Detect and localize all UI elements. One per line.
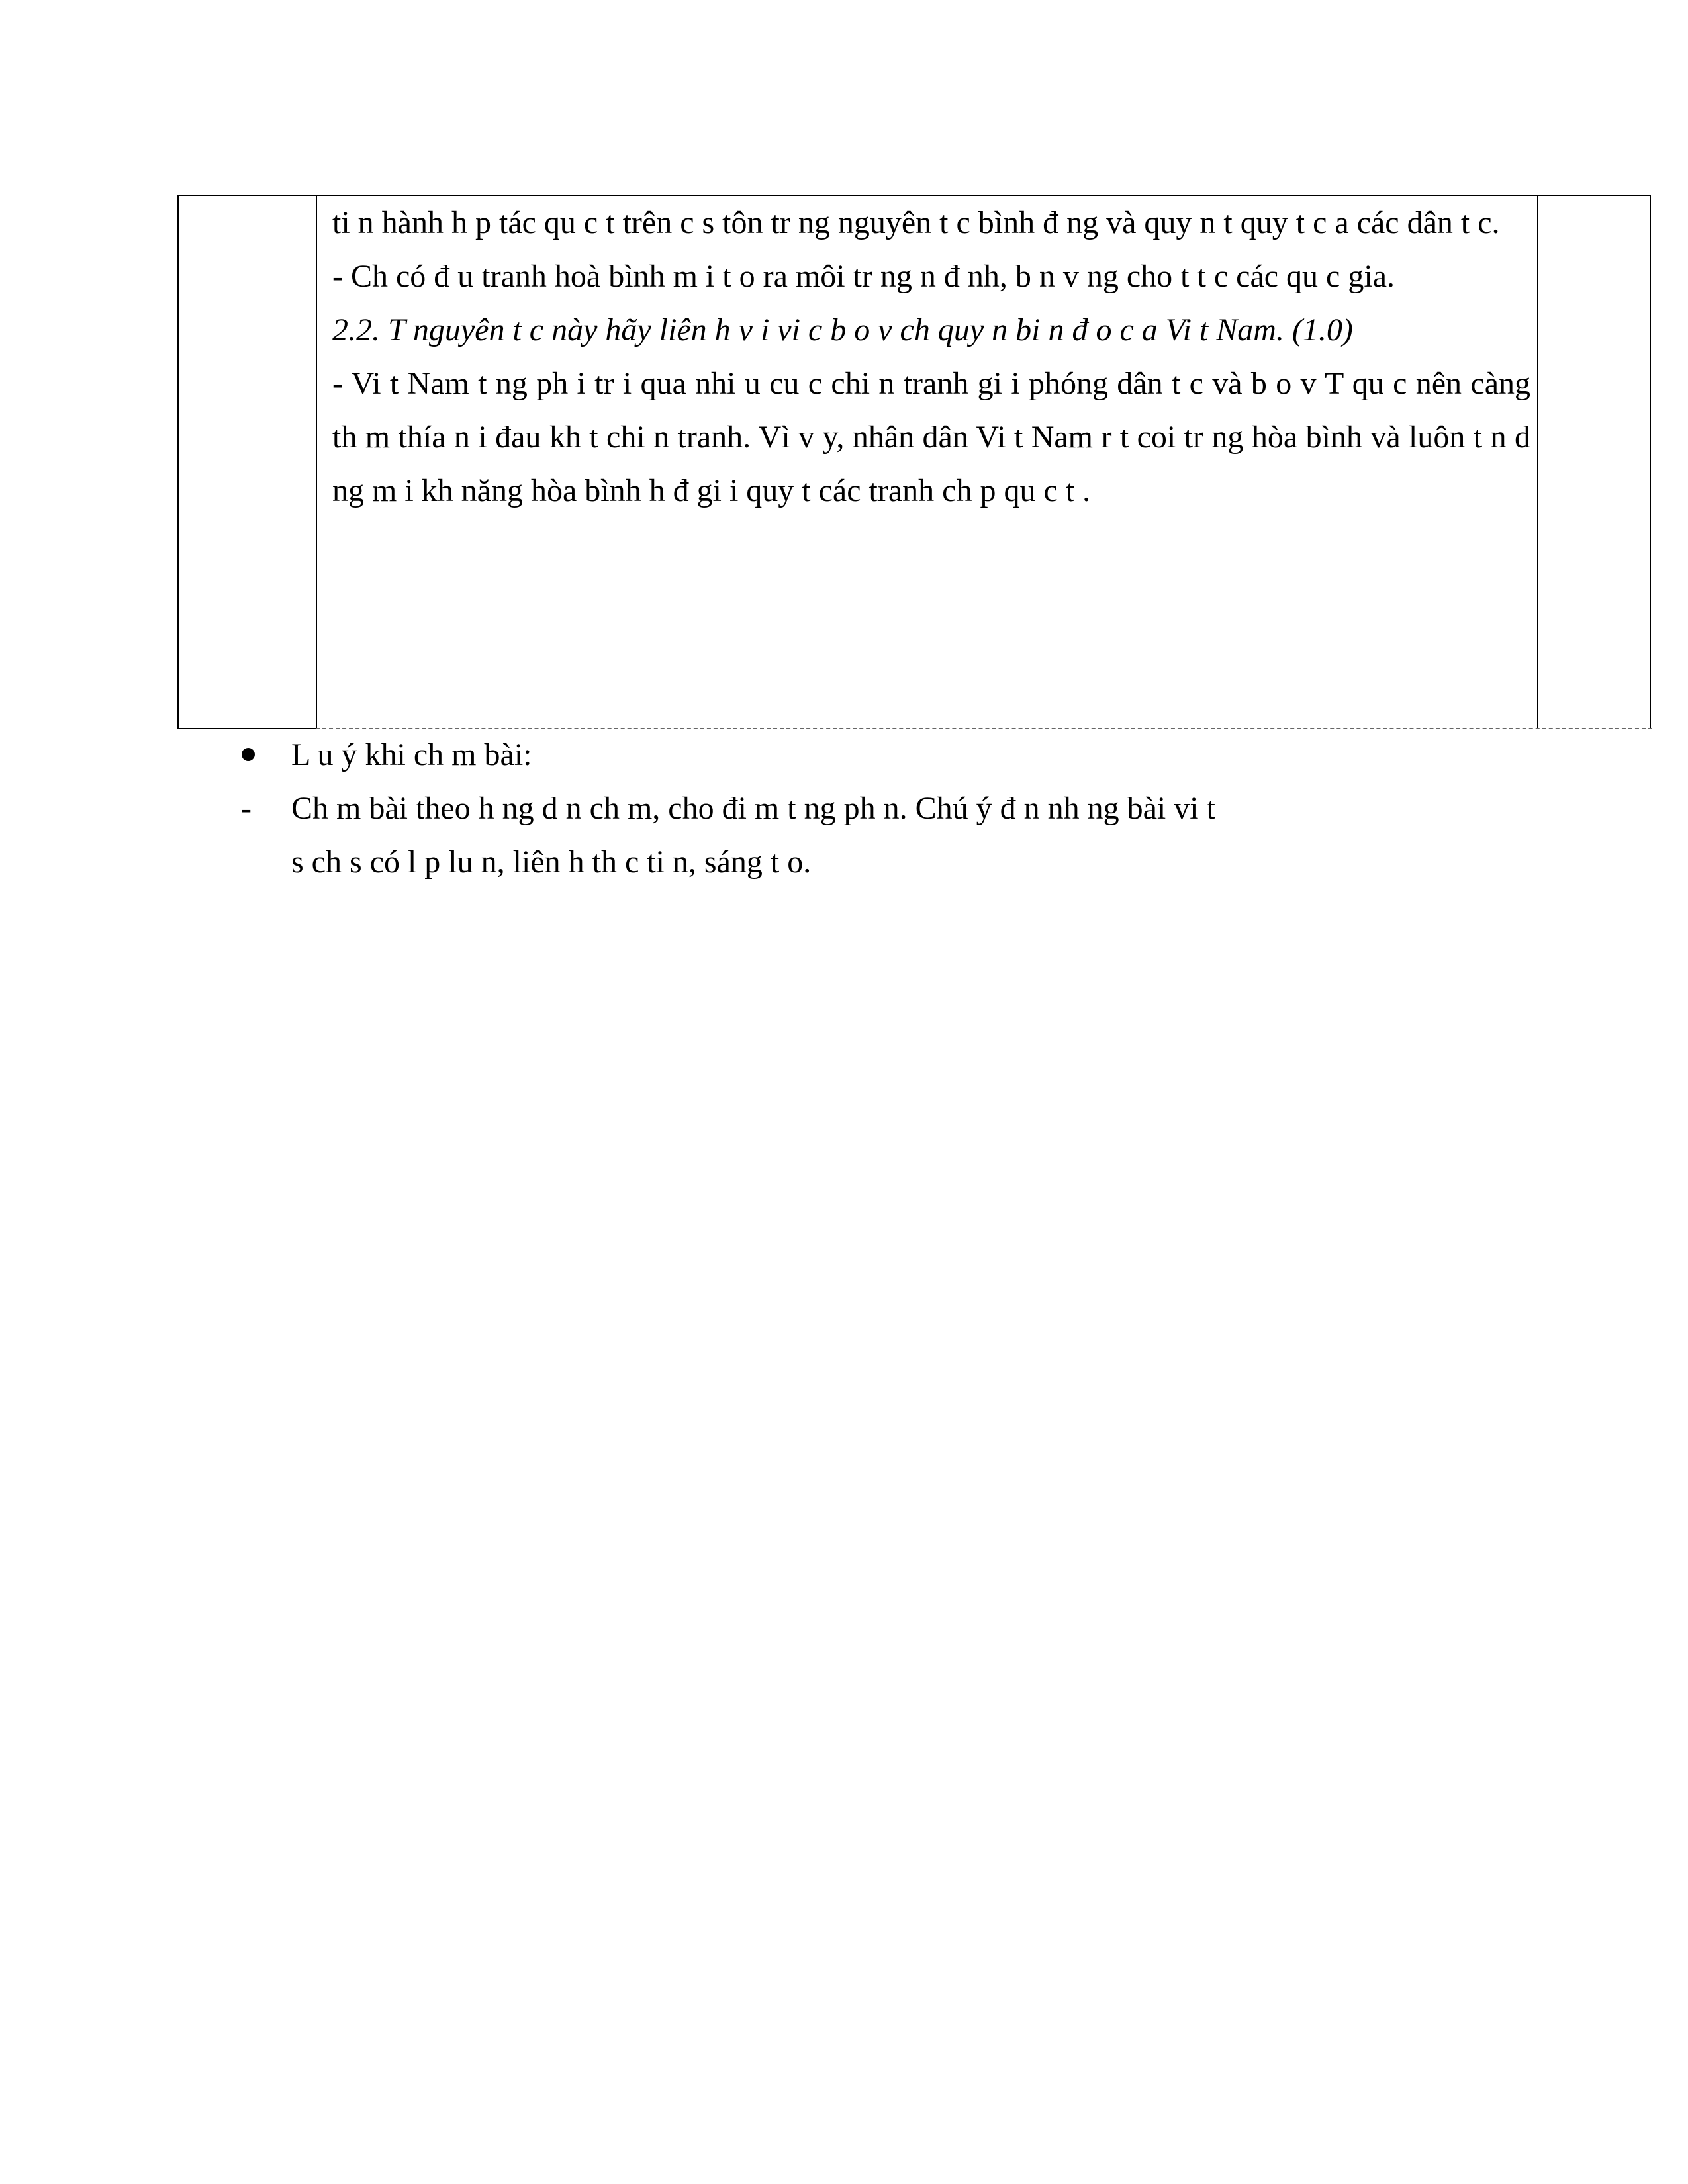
table-column-divider <box>316 196 317 729</box>
question-subheading: 2.2. T nguyên t c này hãy liên h v i vi c b o v ch quy n bi n đ o c a Vi t Nam. (1.0) <box>332 312 1353 347</box>
notes-item-text: s ch s có l p lu n, liên h th c ti n, sáng t o. <box>291 844 812 880</box>
notes-heading: L u ý khi ch m bài: <box>291 737 532 772</box>
table-column-divider <box>1537 196 1538 729</box>
bullet-icon <box>242 748 255 761</box>
answer-cell <box>332 196 1530 518</box>
answer-paragraph: - Ch có đ u tranh hoà bình m i t o ra môi tr ng n đ nh, b n v ng cho t t c các qu c gia. <box>332 259 1395 294</box>
answer-paragraph: - Vi t Nam t ng ph i tr i qua nhi u cu c chi n tranh gi i phóng dân t c và b o v T qu c nên càng th m thía n i đau kh t chi n tranh. Vì v y, nhân dân Vi t Nam r t coi tr ng hòa bình và luôn t n d ng m i kh năng hòa bình h đ gi i quy t các tranh ch p qu c t . <box>332 366 1530 508</box>
grading-table <box>177 195 1651 728</box>
answer-paragraph: ti n hành h p tác qu c t trên c s tôn tr ng nguyên t c bình đ ng và quy n t quy t c a các dân t c. <box>332 205 1500 240</box>
notes-item-text: Ch m bài theo h ng d n ch m, cho đi m t ng ph n. Chú ý đ n nh ng bài vi t <box>291 791 1215 826</box>
dash-icon: - <box>241 791 252 826</box>
